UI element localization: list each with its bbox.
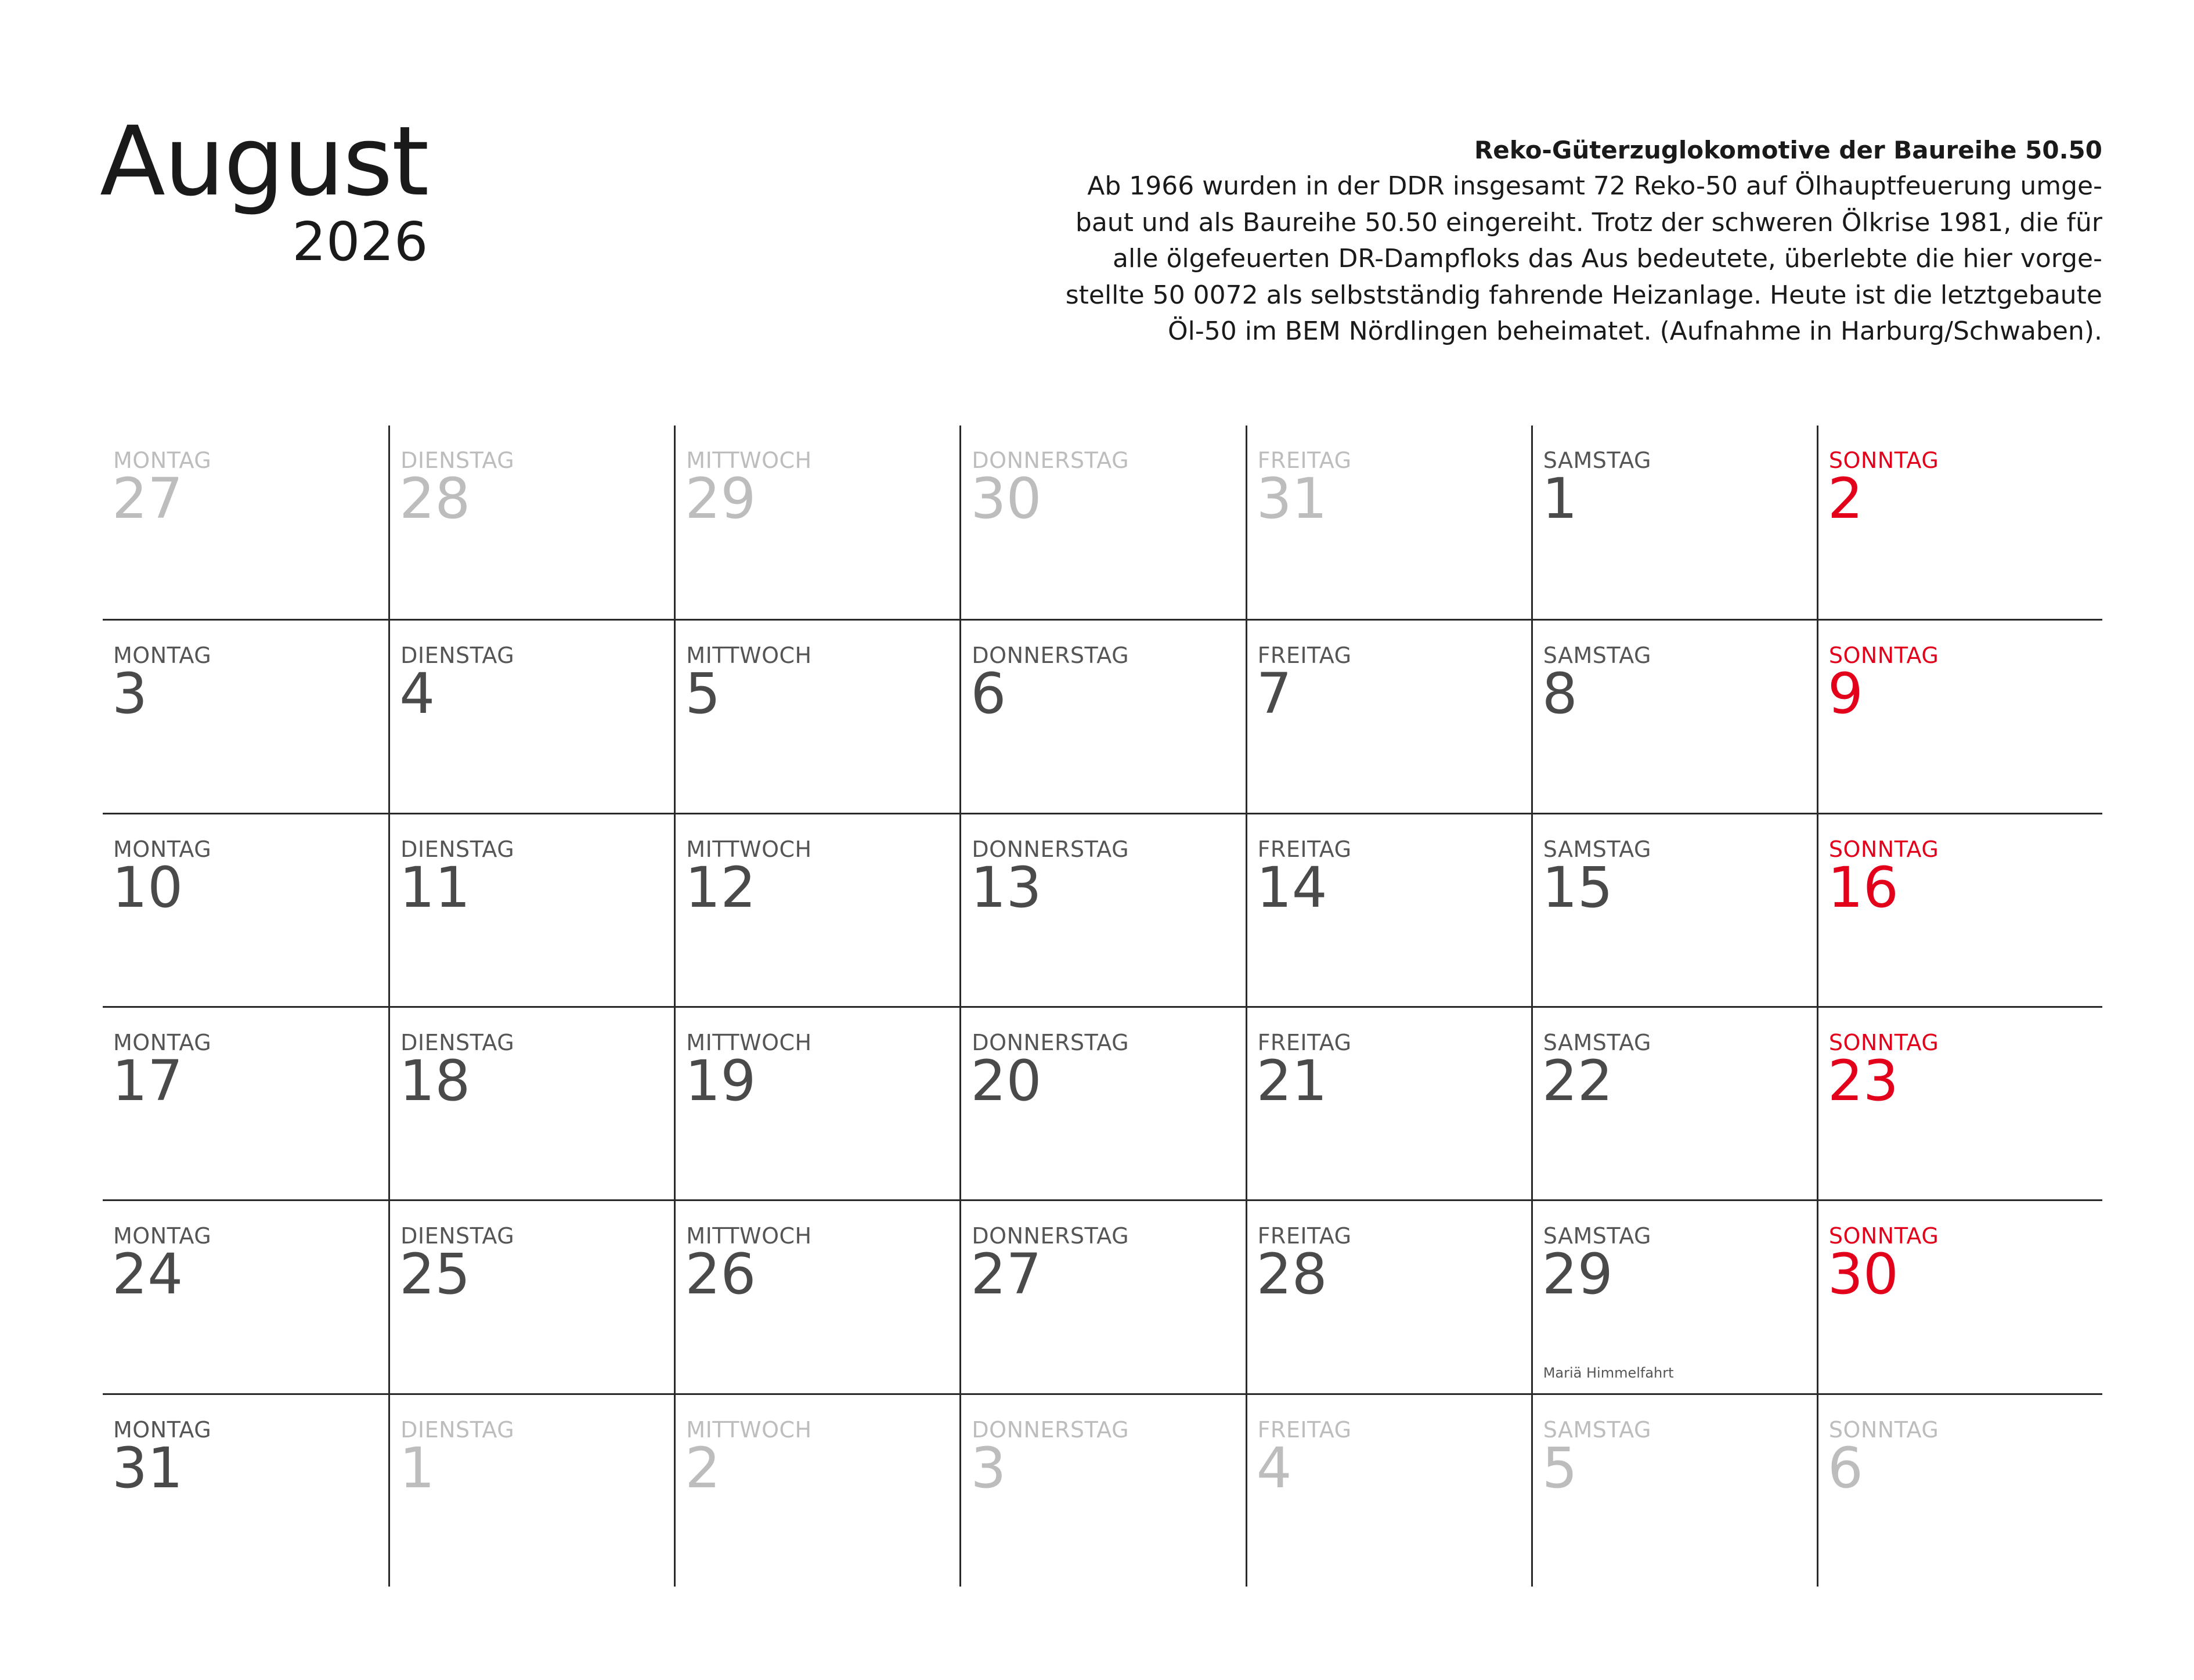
calendar-day-cell[interactable]: [1531, 619, 1817, 812]
weekday-label: SONNTAG: [1828, 836, 1939, 862]
calendar-day-cell[interactable]: [1817, 813, 2102, 1006]
day-number: 3: [970, 1435, 1006, 1501]
caption-line: Ab 1966 wurden in der DDR insgesamt 72 Reko-50 auf Ölhauptfeuerung umge-: [1087, 171, 2102, 201]
month-year: 2026: [292, 211, 428, 273]
calendar-day-cell[interactable]: [103, 426, 388, 619]
weekday-label: SAMSTAG: [1543, 643, 1651, 669]
day-number: 1: [1542, 466, 1578, 531]
calendar-day-cell[interactable]: [1246, 1006, 1531, 1199]
weekday-label: SAMSTAG: [1543, 1030, 1651, 1055]
day-number: 30: [1827, 1242, 1899, 1307]
day-number: 13: [970, 855, 1042, 920]
day-number: 21: [1256, 1048, 1327, 1113]
weekday-label: SAMSTAG: [1543, 1416, 1651, 1443]
day-number: 30: [970, 466, 1042, 531]
calendar-day-cell[interactable]: [959, 619, 1245, 812]
weekday-label: MITTWOCH: [686, 1416, 812, 1443]
calendar-day-cell[interactable]: [1817, 1006, 2102, 1199]
weekday-label: SONNTAG: [1828, 1030, 1939, 1055]
day-number: 2: [685, 1435, 721, 1501]
day-number: 6: [970, 661, 1006, 727]
calendar-day-cell[interactable]: [103, 619, 388, 812]
caption-line: alle ölgefeuerten DR-Dampfloks das Aus bedeutete, überlebte die hier vorge-: [1113, 244, 2102, 273]
weekday-label: MONTAG: [113, 1223, 212, 1249]
calendar-day-cell[interactable]: [1531, 1006, 1817, 1199]
weekday-label: SAMSTAG: [1543, 836, 1651, 862]
day-number: 17: [112, 1048, 183, 1113]
day-number: 6: [1827, 1435, 1863, 1501]
day-number: 4: [399, 661, 435, 727]
calendar-day-cell[interactable]: [674, 813, 959, 1006]
weekday-label: FREITAG: [1257, 836, 1352, 862]
weekday-label: MONTAG: [113, 836, 212, 862]
calendar-day-cell[interactable]: [1246, 813, 1531, 1006]
day-number: 7: [1256, 661, 1292, 727]
day-number: 18: [399, 1048, 471, 1113]
calendar-day-cell[interactable]: [674, 1393, 959, 1587]
weekday-label: FREITAG: [1257, 448, 1352, 473]
weekday-label: MONTAG: [113, 1030, 212, 1055]
weekday-label: MITTWOCH: [686, 1223, 812, 1249]
day-number: 10: [112, 855, 183, 920]
calendar-day-cell[interactable]: [1246, 426, 1531, 619]
calendar-day-cell[interactable]: [959, 1393, 1245, 1587]
calendar-day-cell[interactable]: [1246, 619, 1531, 812]
weekday-label: FREITAG: [1257, 1416, 1352, 1443]
caption-line: Öl-50 im BEM Nördlingen beheimatet. (Aufnahme in Harburg/Schwaben).: [1168, 316, 2102, 346]
day-number: 26: [685, 1242, 756, 1307]
weekday-label: DONNERSTAG: [972, 1030, 1130, 1055]
caption-line: stellte 50 0072 als selbstständig fahrende Heizanlage. Heute ist die letztgebaute: [1065, 280, 2102, 310]
calendar-day-cell[interactable]: [103, 1006, 388, 1199]
calendar-day-cell[interactable]: [1817, 1199, 2102, 1393]
weekday-label: MONTAG: [113, 1416, 212, 1443]
calendar-day-cell[interactable]: [959, 1006, 1245, 1199]
day-number: 24: [112, 1242, 183, 1307]
month-title: [100, 106, 428, 273]
weekday-label: FREITAG: [1257, 1223, 1352, 1249]
day-number: 1: [399, 1435, 435, 1501]
weekday-label: DIENSTAG: [400, 1223, 515, 1249]
caption-title: Reko-Güterzuglokomotive der Baureihe 50.50: [1474, 136, 2102, 164]
calendar-day-cell[interactable]: [1817, 1393, 2102, 1587]
day-number: 12: [685, 855, 756, 920]
day-number: 23: [1827, 1048, 1899, 1113]
calendar-day-cell[interactable]: [1531, 1393, 1817, 1587]
day-number: 27: [112, 466, 183, 531]
weekday-label: DONNERSTAG: [972, 643, 1130, 669]
weekday-label: FREITAG: [1257, 1030, 1352, 1055]
weekday-label: DONNERSTAG: [972, 1416, 1130, 1443]
weekday-label: SONNTAG: [1828, 1416, 1939, 1443]
calendar-day-cell[interactable]: [1246, 1199, 1531, 1393]
weekday-label: DIENSTAG: [400, 448, 515, 473]
calendar-day-cell[interactable]: [959, 426, 1245, 619]
day-number: 2: [1827, 466, 1863, 531]
day-number: 25: [399, 1242, 471, 1307]
weekday-label: DONNERSTAG: [972, 836, 1130, 862]
day-number: 4: [1256, 1435, 1292, 1501]
day-number: 3: [112, 661, 148, 727]
weekday-label: SONNTAG: [1828, 643, 1939, 669]
day-number: 9: [1827, 661, 1863, 727]
day-number: 29: [1542, 1242, 1613, 1307]
day-number: 19: [685, 1048, 756, 1113]
calendar-day-cell[interactable]: [103, 1199, 388, 1393]
month-name: August: [100, 106, 428, 217]
photo-caption: [1034, 132, 2102, 350]
weekday-label: DONNERSTAG: [972, 1223, 1130, 1249]
weekday-label: SONNTAG: [1828, 1223, 1939, 1249]
weekday-label: MONTAG: [113, 448, 212, 473]
caption-line: baut und als Baureihe 50.50 eingereiht. Trotz der schweren Ölkrise 1981, die für: [1075, 207, 2102, 237]
weekday-label: MITTWOCH: [686, 1030, 812, 1055]
weekday-label: DIENSTAG: [400, 1416, 515, 1443]
day-number: 29: [685, 466, 756, 531]
day-number: 15: [1542, 855, 1613, 920]
calendar-day-cell[interactable]: [103, 1393, 388, 1587]
calendar-day-cell[interactable]: [1246, 1393, 1531, 1587]
day-number: 14: [1256, 855, 1327, 920]
calendar-day-cell[interactable]: [388, 1006, 674, 1199]
calendar-day-cell[interactable]: [959, 1199, 1245, 1393]
weekday-label: MONTAG: [113, 643, 212, 669]
weekday-label: MITTWOCH: [686, 643, 812, 669]
calendar-day-cell[interactable]: [388, 813, 674, 1006]
calendar-day-cell[interactable]: [959, 813, 1245, 1006]
day-number: 20: [970, 1048, 1042, 1113]
day-number: 22: [1542, 1048, 1613, 1113]
calendar-day-cell[interactable]: [674, 1199, 959, 1393]
weekday-label: DONNERSTAG: [972, 448, 1130, 473]
weekday-label: SONNTAG: [1828, 448, 1939, 473]
day-number: 16: [1827, 855, 1899, 920]
calendar-day-cell[interactable]: [1531, 1199, 1817, 1393]
day-number: 5: [685, 661, 721, 727]
day-number: 28: [399, 466, 471, 531]
weekday-label: FREITAG: [1257, 643, 1352, 669]
weekday-label: MITTWOCH: [686, 836, 812, 862]
day-number: 31: [1256, 466, 1327, 531]
calendar-day-cell[interactable]: [1817, 619, 2102, 812]
calendar-day-cell[interactable]: [388, 426, 674, 619]
weekday-label: MITTWOCH: [686, 448, 812, 473]
weekday-label: DIENSTAG: [400, 643, 515, 669]
calendar-day-cell[interactable]: [674, 1006, 959, 1199]
day-number: 8: [1542, 661, 1578, 727]
calendar-day-cell[interactable]: [388, 1199, 674, 1393]
day-number: 28: [1256, 1242, 1327, 1307]
day-number: 5: [1542, 1435, 1578, 1501]
calendar-day-cell[interactable]: [388, 619, 674, 812]
day-number: 11: [399, 855, 471, 920]
holiday-label: Mariä Himmelfahrt: [1543, 1364, 1674, 1381]
calendar-day-cell[interactable]: [674, 619, 959, 812]
calendar-day-cell[interactable]: [103, 813, 388, 1006]
weekday-label: DIENSTAG: [400, 1030, 515, 1055]
calendar-day-cell[interactable]: [1531, 426, 1817, 619]
day-number: 27: [970, 1242, 1042, 1307]
day-number: 31: [112, 1435, 183, 1501]
calendar-day-cell[interactable]: [674, 426, 959, 619]
weekday-label: DIENSTAG: [400, 836, 515, 862]
calendar-day-cell[interactable]: [1817, 426, 2102, 619]
calendar-grid: [103, 426, 2102, 1587]
calendar-day-cell[interactable]: [388, 1393, 674, 1587]
weekday-label: SAMSTAG: [1543, 448, 1651, 473]
weekday-label: SAMSTAG: [1543, 1223, 1651, 1249]
